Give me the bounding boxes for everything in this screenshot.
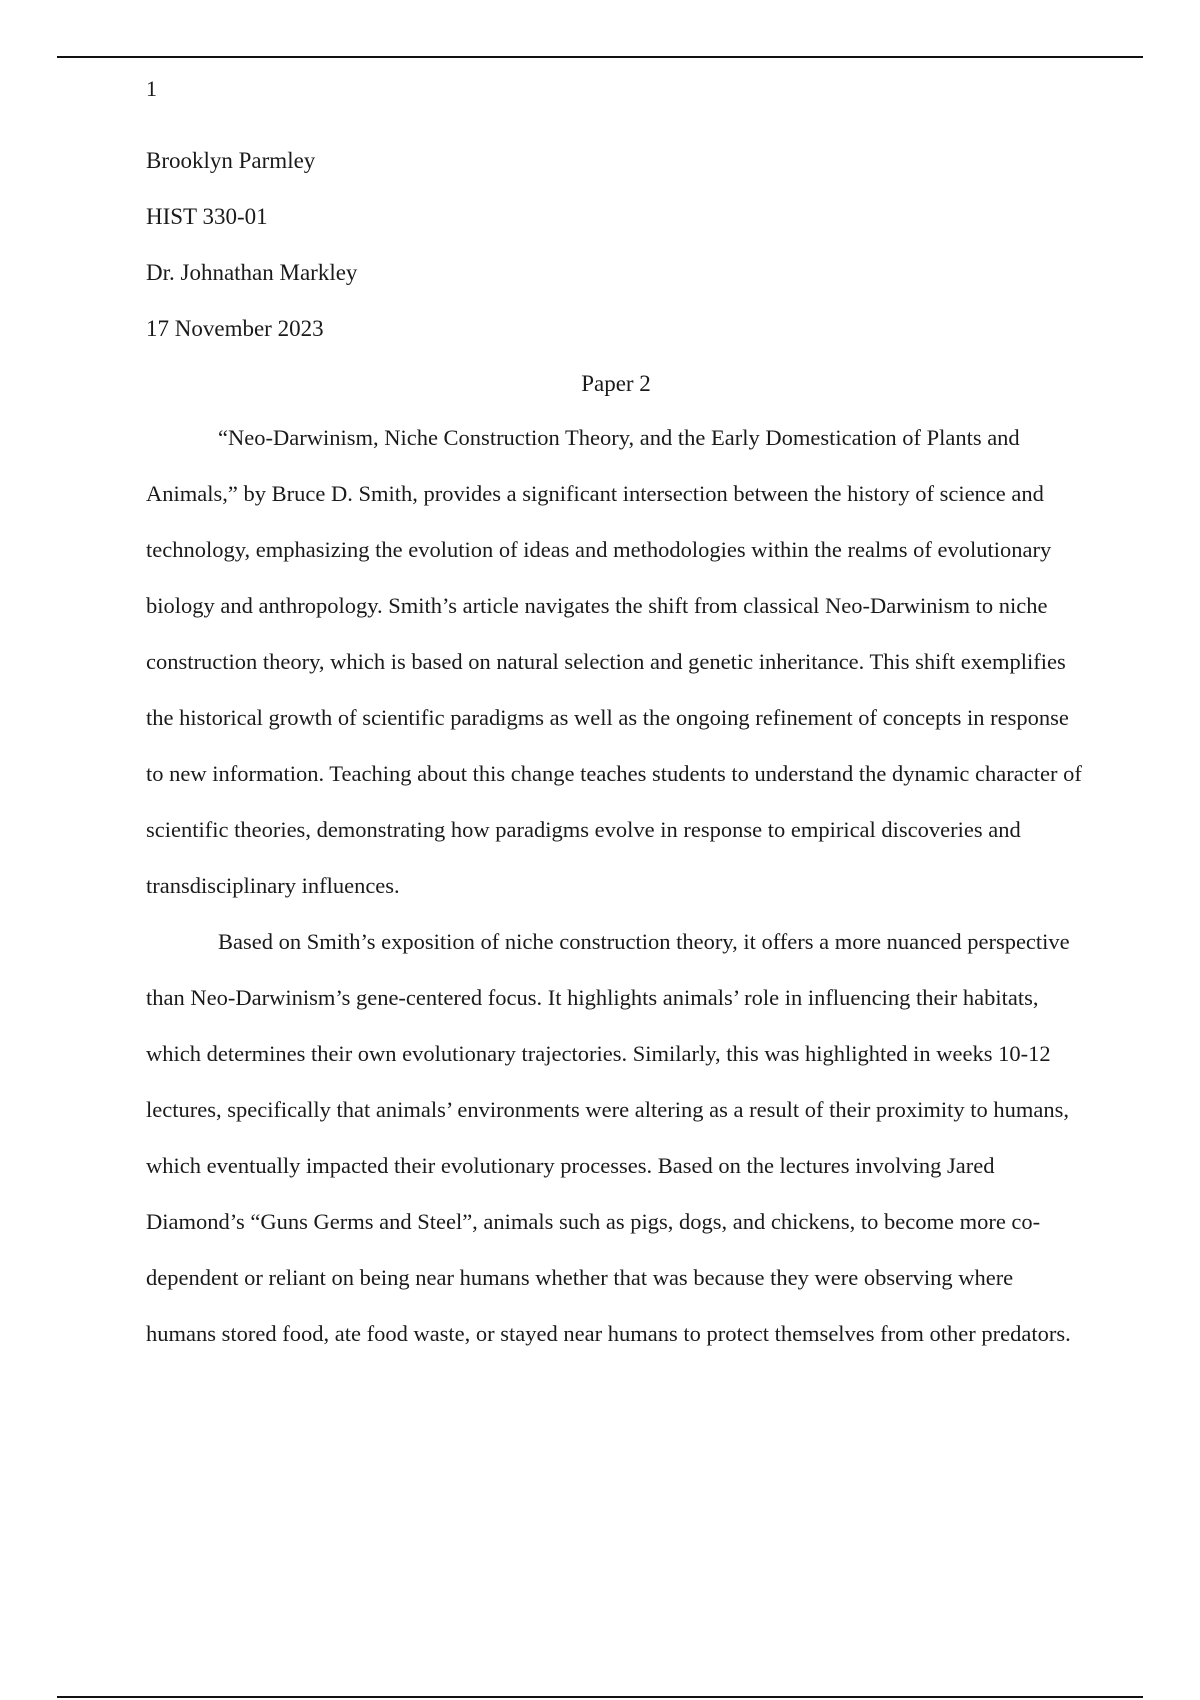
paragraph-2: Based on Smith’s exposition of niche construction theory, it offers a more nuanced perspective than Neo-Darwinism’s gene-centered focus. It highlights animals’ role in influencing their habitats, which determines their own evolutionary trajectories. Similarly, this was highlighted in weeks 10-12 lectures, specifically that animals’ environments were altering as a result of their proximity to humans, which eventually impacted their evolutionary processes. Based on the lectures involving Jared Diamond’s “Guns Germs and Steel”, animals such as pigs, dogs, and chickens, to become more co-dependent or reliant on being near humans whether that was because they were observing where humans stored food, ate food waste, or stayed near humans to protect themselves from other predators. [146, 929, 1071, 1346]
header-block [146, 147, 1086, 371]
body-text [146, 424, 1086, 1362]
course-code: HIST 330-01 [146, 204, 268, 229]
paragraph-1: “Neo-Darwinism, Niche Construction Theory, and the Early Domestication of Plants and Animals,” by Bruce D. Smith, provides a significant intersection between the history of science and technology, emphasizing the evolution of ideas and methodologies within the realms of evolutionary biology and anthropology. Smith’s article navigates the shift from classical Neo-Darwinism to niche construction theory, which is based on natural selection and genetic inheritance. This shift exemplifies the historical growth of scientific paradigms as well as the ongoing refinement of concepts in response to new information. Teaching about this change teaches students to understand the dynamic character of scientific theories, demonstrating how paradigms evolve in response to empirical discoveries and transdisciplinary influences. [146, 425, 1082, 898]
instructor-name: Dr. Johnathan Markley [146, 260, 358, 285]
date: 17 November 2023 [146, 316, 324, 341]
paper-title: Paper 2 [581, 371, 651, 396]
author-name: Brooklyn Parmley [146, 148, 316, 173]
page-number: 1 [146, 76, 157, 101]
top-rule [57, 56, 1143, 58]
bottom-rule [57, 1696, 1143, 1698]
